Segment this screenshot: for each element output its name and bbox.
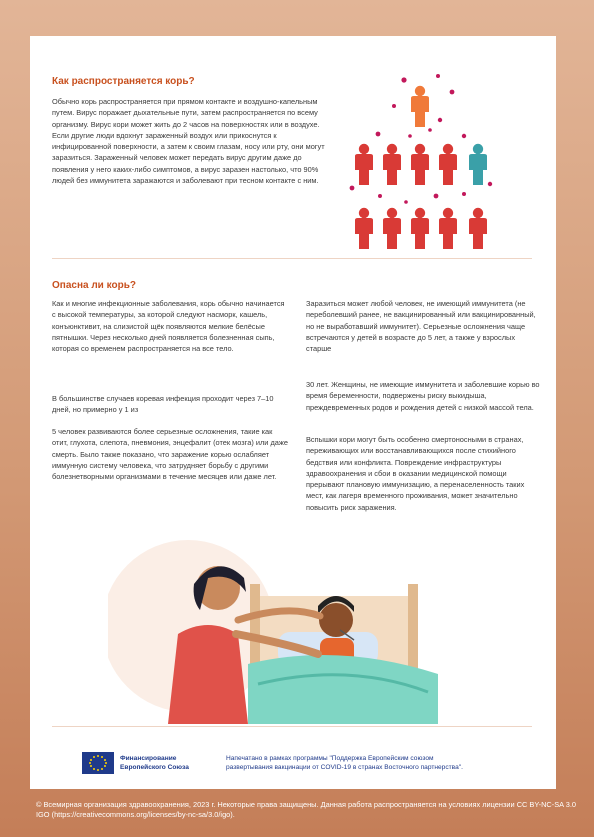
person-icon	[469, 208, 487, 249]
person-icon	[383, 144, 401, 185]
section-body-spread: Обычно корь распространяется при прямом контакте и воздушно-капельным путем. Вирус поражает дыхательные пути, затем распространяется по всему организму. Вирус кори может жить до 2 часов на поверхностях или в воздухе. Если другие люди вдохнут зараженный воздух или прикоснутся к инфицированной поверхности, а затем к своим глазам, носу или рту, они могут заразиться. Зараженный человек может передать вирус другим даже до появления у него каких-либо симптомов, а вирус заразен настолько, что 90% людей без иммунитета заражаются и заболевают при тесном контакте с ним.	[52, 97, 325, 186]
mother-child-illustration	[108, 534, 488, 724]
person-icon	[383, 208, 401, 249]
eu-flag-icon	[82, 752, 114, 774]
person-icon	[411, 144, 429, 185]
danger-left-p2: В большинстве случаев коревая инфекция проходит через 7–10 дней, но примерно у 1 из	[52, 394, 274, 415]
eu-funding-note: Напечатано в рамках программы "Поддержка Европейским союзом развертывания вакцинации от COVID-19 в странах Восточного партнерства".	[226, 755, 463, 771]
person-icon	[355, 208, 373, 249]
danger-right-p1: Заразиться может любой человек, не имеющий иммунитета (не переболевший ранее, не вакцинированный или вакцинированный, но не выработавший иммунитет). Серьезные осложнения чаще встречаются у детей в возрасте до 5 лет, а также у взрослых старше	[306, 299, 536, 354]
eu-funding-label: Финансирование Европейского Союза	[120, 755, 189, 771]
section-title-danger: Опасна ли корь?	[52, 280, 136, 291]
person-icon	[439, 208, 457, 249]
info-sheet	[30, 36, 556, 789]
person-icon	[411, 86, 429, 127]
danger-right-p2: 30 лет. Женщины, не имеющие иммунитета и заболевшие корью во время беременности, подвержены риску выкидыша, преждевременных родов и рождения детей с низкой массой тела.	[306, 380, 540, 412]
person-icon	[439, 144, 457, 185]
person-icon	[469, 144, 487, 185]
copyright-footer: © Всемирная организация здравоохранения, 2023 г. Некоторые права защищены. Данная работа распространяется на условиях лицензии CC BY-NC-SA 3.0 IGO (https://creativecommons.org/licenses/by-nc-sa/3.0/igo).	[36, 800, 576, 819]
person-icon	[411, 208, 429, 249]
danger-left-p1: Как и многие инфекционные заболевания, корь обычно начинается с высокой температуры, за которой следуют насморк, кашель, конъюнктивит, на слизистой щёк появляются мелкие белёсые пятнышки. Через несколько дней появляется болезненная сыпь, которая со временем распространяется на все тело.	[52, 299, 285, 354]
infection-spread-illustration	[326, 56, 522, 266]
person-icon	[355, 144, 373, 185]
section-title-spread: Как распространяется корь?	[52, 76, 195, 87]
danger-left-p3: 5 человек развиваются более серьезные осложнения, такие как отит, глухота, слепота, пневмония, энцефалит (отек мозга) или даже смерть. Было также показано, что заражение корью ослабляет иммунную систему человека, что затрудняет борьбу с другими болезнетворными организмами в течение месяцев или даже лет.	[52, 427, 288, 482]
section-divider	[52, 258, 532, 259]
danger-right-p3: Вспышки кори могут быть особенно смертоносными в странах, переживающих или восстанавливающихся после стихийного бедствия или конфликта. Повреждение инфраструктуры здравоохранения и сбои в оказании медицинской помощи прерывают плановую иммунизацию, а перенаселенность таких мест, как лагеря временного проживания, может значительно повысить риск заражения.	[306, 435, 525, 512]
section-divider	[52, 726, 532, 727]
